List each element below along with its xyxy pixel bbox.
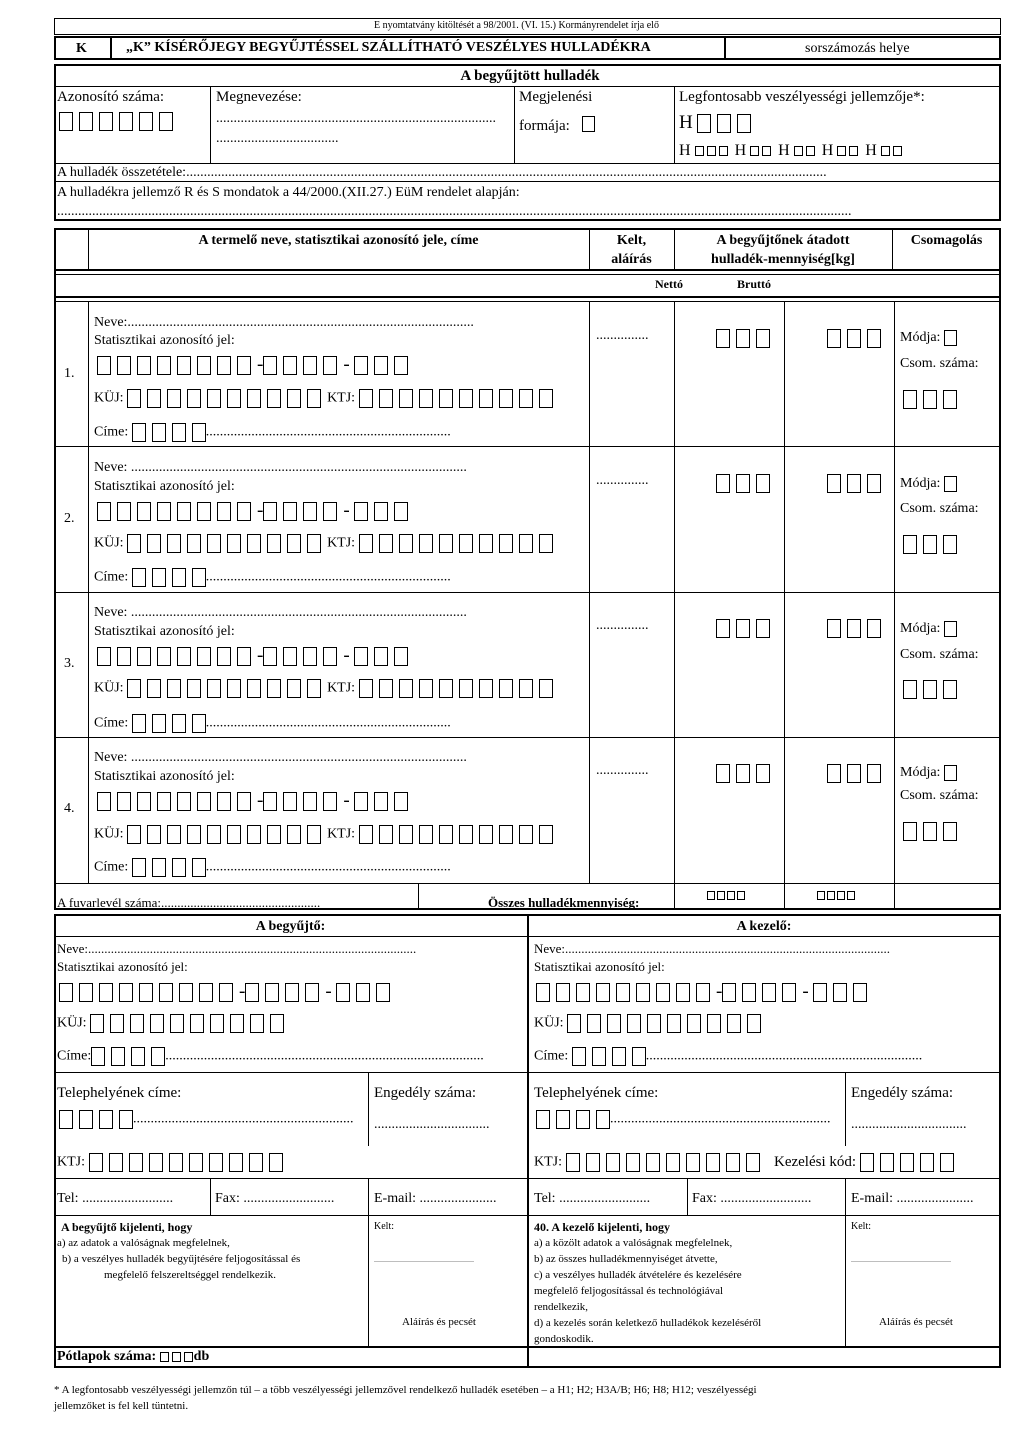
- col-date: Kelt,: [616, 233, 647, 248]
- form-code: K: [76, 41, 87, 56]
- pack-count-label: Csom. száma:: [900, 356, 979, 371]
- waste-id-box[interactable]: [79, 112, 93, 131]
- col-qty-2: hulladék-mennyiség[kg]: [711, 252, 855, 267]
- col-pack: Csomagolás: [910, 233, 983, 248]
- handler-decl-title: 40. A kezelő kijelenti, hogy: [534, 1220, 670, 1234]
- stat-id-boxes[interactable]: - -: [97, 501, 414, 521]
- hazard-main[interactable]: [679, 113, 757, 133]
- brutto-boxes[interactable]: [827, 329, 887, 348]
- brutto-boxes[interactable]: [827, 619, 887, 638]
- waste-section-title: A begyűjtött hulladék: [460, 68, 600, 84]
- hazard-box[interactable]: [717, 114, 731, 133]
- waste-name-field-2[interactable]: ...................................: [216, 131, 339, 146]
- serial-placeholder: sorszámozás helye: [805, 41, 910, 56]
- collector-ktj[interactable]: KTJ:: [57, 1153, 289, 1172]
- stat-label: Statisztikai azonosító jel:: [94, 769, 235, 784]
- handler-name-field[interactable]: Neve:....................................................................................................: [534, 941, 891, 956]
- waste-id-boxes[interactable]: [59, 112, 179, 131]
- handler-decl-a: a) a közölt adatok a valóságnak megfelelnek,: [534, 1237, 733, 1249]
- stat-id-boxes[interactable]: - -: [97, 791, 414, 811]
- waste-name-field[interactable]: ................................................................................: [216, 111, 496, 126]
- handler-permit-field[interactable]: .................................: [851, 1117, 967, 1132]
- stat-label: Statisztikai azonosító jel:: [94, 479, 235, 494]
- date-field[interactable]: ...............: [596, 328, 649, 343]
- collector-decl-b2: megfelelő felszereltséggel rendelkezik.: [104, 1269, 276, 1281]
- kuj-ktj-field[interactable]: KÜJ: KTJ:: [94, 389, 559, 408]
- handler-permit-label: Engedély száma:: [851, 1085, 954, 1101]
- collector-tel-field[interactable]: Tel: ..........................: [57, 1191, 174, 1206]
- handler-stat-label: Statisztikai azonosító jel:: [534, 959, 665, 974]
- pack-count-boxes[interactable]: [903, 822, 963, 841]
- handler-ktj[interactable]: KTJ:: [534, 1153, 766, 1172]
- pack-method[interactable]: Módja:: [900, 330, 961, 346]
- brutto-boxes[interactable]: [827, 764, 887, 783]
- waybill-field[interactable]: A fuvarlevél száma:.................................................: [57, 895, 321, 910]
- collector-decl-title: A begyűjtő kijelenti, hogy: [61, 1220, 193, 1234]
- kuj-ktj-field[interactable]: KÜJ: KTJ:: [94, 679, 559, 698]
- stat-label: Statisztikai azonosító jel:: [94, 624, 235, 639]
- h-letter: H: [778, 142, 790, 159]
- handler-site-label: Telephelyének címe:: [534, 1085, 659, 1101]
- pack-count-boxes[interactable]: [903, 390, 963, 409]
- collector-kuj[interactable]: KÜJ:: [57, 1014, 290, 1033]
- collector-decl-a: a) az adatok a valóságnak megfelelnek,: [57, 1237, 230, 1249]
- h-letter: H: [821, 142, 834, 159]
- footnote: * A legfontosabb veszélyességi jellemzőn túl – a több veszélyességi jellemzővel rendelkező hulladék esetében – a H1; H2; H3A/B; H6; H8; H12; veszélyességi: [54, 1385, 757, 1396]
- pack-count-label: Csom. száma:: [900, 647, 979, 662]
- pack-method[interactable]: Módja:: [900, 621, 961, 637]
- collector-stat-boxes[interactable]: - -: [59, 982, 396, 1002]
- handler-sign-label: Aláírás és pecsét: [879, 1316, 953, 1328]
- collector-title: A begyűjtő:: [255, 919, 326, 934]
- collector-name-field[interactable]: Neve:.....................................................................................................: [57, 941, 417, 956]
- h-letter: H: [679, 142, 691, 159]
- collector-date-label: Kelt:: [374, 1221, 394, 1232]
- handler-code-field[interactable]: Kezelési kód:: [774, 1153, 960, 1172]
- handler-decl-c3: rendelkezik,: [534, 1301, 589, 1313]
- rs-field[interactable]: ...................................................................................................................................................................................................................................: [57, 205, 852, 219]
- pack-method[interactable]: Módja:: [900, 765, 961, 781]
- producer-name-field[interactable]: Neve: ................................................................................................: [94, 460, 467, 475]
- handler-fax-field[interactable]: Fax: ..........................: [692, 1191, 812, 1206]
- brutto-label: Bruttó: [737, 277, 771, 291]
- netto-boxes[interactable]: [716, 474, 776, 493]
- collector-address[interactable]: Címe: ...........................................................................................: [57, 1047, 484, 1066]
- collector-email-field[interactable]: E-mail: ......................: [374, 1191, 497, 1206]
- stat-id-boxes[interactable]: - -: [97, 646, 414, 666]
- netto-boxes[interactable]: [716, 619, 776, 638]
- handler-address[interactable]: Címe: ...............................................................................: [534, 1047, 922, 1066]
- handler-kuj[interactable]: KÜJ:: [534, 1014, 767, 1033]
- col-qty: A begyűjtőnek átadott: [716, 233, 850, 248]
- collector-date-field[interactable]: ..................................................: [374, 1255, 474, 1264]
- stat-label: Statisztikai azonosító jel:: [94, 333, 235, 348]
- producer-name-field[interactable]: Neve: ................................................................................................: [94, 750, 467, 765]
- h-letter: H: [865, 142, 877, 159]
- pack-count-label: Csom. száma:: [900, 501, 979, 516]
- producer-name-field[interactable]: Neve:...................................................................................................: [94, 315, 474, 330]
- pack-count-label: Csom. száma:: [900, 788, 979, 803]
- row-number: 3.: [64, 656, 75, 671]
- h-letter: H: [679, 112, 693, 133]
- collector-permit-label: Engedély száma:: [374, 1085, 477, 1101]
- composition-field[interactable]: A hulladék összetétele:.......................................................................................................................................................................................: [57, 166, 827, 180]
- netto-boxes[interactable]: [716, 764, 776, 783]
- collector-stat-label: Statisztikai azonosító jel:: [57, 959, 188, 974]
- total-netto-boxes[interactable]: [707, 886, 747, 904]
- waste-id-label: Azonosító száma:: [57, 89, 165, 105]
- collector-fax-field[interactable]: Fax: ..........................: [215, 1191, 335, 1206]
- netto-boxes[interactable]: [716, 329, 776, 348]
- handler-decl-b: b) az összes hulladékmennyiséget átvette,: [534, 1253, 718, 1265]
- total-label: Összes hulladékmennyiség:: [488, 895, 640, 910]
- kuj-ktj-field[interactable]: KÜJ: KTJ:: [94, 534, 559, 553]
- collector-site-label: Telephelyének címe:: [57, 1085, 182, 1101]
- brutto-boxes[interactable]: [827, 474, 887, 493]
- address-field[interactable]: Címe: ......................................................................: [94, 714, 451, 733]
- pack-count-boxes[interactable]: [903, 535, 963, 554]
- form-title: „K” KÍSÉRŐJEGY BEGYŰJTÉSSEL SZÁLLÍTHATÓ VESZÉLYES HULLADÉKRA: [126, 40, 651, 55]
- collector-site-field[interactable]: ...............................................................: [59, 1110, 354, 1129]
- row-number: 2.: [64, 511, 75, 526]
- date-field[interactable]: ...............: [596, 618, 649, 633]
- footnote-2: jellemzőket is fel kell tüntetni.: [54, 1400, 189, 1412]
- collector-sign-label: Aláírás és pecsét: [402, 1316, 476, 1328]
- hazard-label: Legfontosabb veszélyességi jellemzője*:: [679, 89, 925, 105]
- row-number: 1.: [64, 366, 75, 381]
- waste-id-box[interactable]: [119, 112, 133, 131]
- top-note: E nyomtatvány kitöltését a 98/2001. (VI. 15.) Kormányrendelet írja elő: [374, 20, 659, 31]
- h-letter: H: [734, 142, 747, 159]
- handler-title: A kezelő:: [736, 919, 792, 934]
- total-brutto-boxes[interactable]: [817, 886, 857, 904]
- collector-permit-field[interactable]: .................................: [374, 1117, 490, 1132]
- netto-label: Nettó: [655, 277, 683, 291]
- pack-count-boxes[interactable]: [903, 680, 963, 699]
- handler-site-field[interactable]: ...............................................................: [536, 1110, 831, 1129]
- hazard-extra[interactable]: [679, 143, 905, 159]
- hazard-box[interactable]: [697, 114, 711, 133]
- handler-decl-d2: gondoskodik.: [534, 1333, 594, 1345]
- rs-label: A hulladékra jellemző R és S mondatok a 44/2000.(XII.27.) EüM rendelet alapján:: [57, 185, 520, 200]
- waste-id-box[interactable]: [139, 112, 153, 131]
- attachments-field[interactable]: Pótlapok száma: db: [57, 1349, 210, 1364]
- handler-decl-d: d) a kezelés során keletkező hulladékok kezeléséről: [534, 1317, 762, 1329]
- producer-name-field[interactable]: Neve: ................................................................................................: [94, 605, 467, 620]
- form-box[interactable]: [582, 116, 595, 132]
- address-field[interactable]: Címe: ......................................................................: [94, 568, 451, 587]
- form-label: Megjelenési: [519, 89, 593, 105]
- handler-decl-c2: megfelelő feljogosítással és technológiával: [534, 1285, 724, 1297]
- handler-tel-field[interactable]: Tel: ..........................: [534, 1191, 651, 1206]
- row-number: 4.: [64, 801, 75, 816]
- address-field[interactable]: Címe: ......................................................................: [94, 858, 451, 877]
- handler-date-label: Kelt:: [851, 1221, 871, 1232]
- date-field[interactable]: ...............: [596, 763, 649, 778]
- collector-decl-b: b) a veszélyes hulladék begyűjtésére feljogosítással és: [62, 1253, 301, 1265]
- handler-stat-boxes[interactable]: - -: [536, 982, 873, 1002]
- waste-id-box[interactable]: [99, 112, 113, 131]
- address-field[interactable]: Címe: ......................................................................: [94, 423, 451, 442]
- col-date-2: aláírás: [611, 252, 652, 267]
- waste-id-box[interactable]: [159, 112, 173, 131]
- form-label-2: formája:: [519, 118, 570, 134]
- waste-id-box[interactable]: [59, 112, 73, 131]
- stat-id-boxes[interactable]: - -: [97, 355, 414, 375]
- waste-name-label: Megnevezése:: [216, 89, 302, 105]
- handler-date-field[interactable]: ..................................................: [851, 1255, 951, 1264]
- kuj-ktj-field[interactable]: KÜJ: KTJ:: [94, 825, 559, 844]
- date-field[interactable]: ...............: [596, 473, 649, 488]
- handler-email-field[interactable]: E-mail: ......................: [851, 1191, 974, 1206]
- hazard-box[interactable]: [737, 114, 751, 133]
- handler-decl-c: c) a veszélyes hulladék átvételére és kezelésére: [534, 1269, 742, 1281]
- pack-method[interactable]: Módja:: [900, 476, 961, 492]
- col-producer: A termelő neve, statisztikai azonosító jele, címe: [198, 233, 479, 248]
